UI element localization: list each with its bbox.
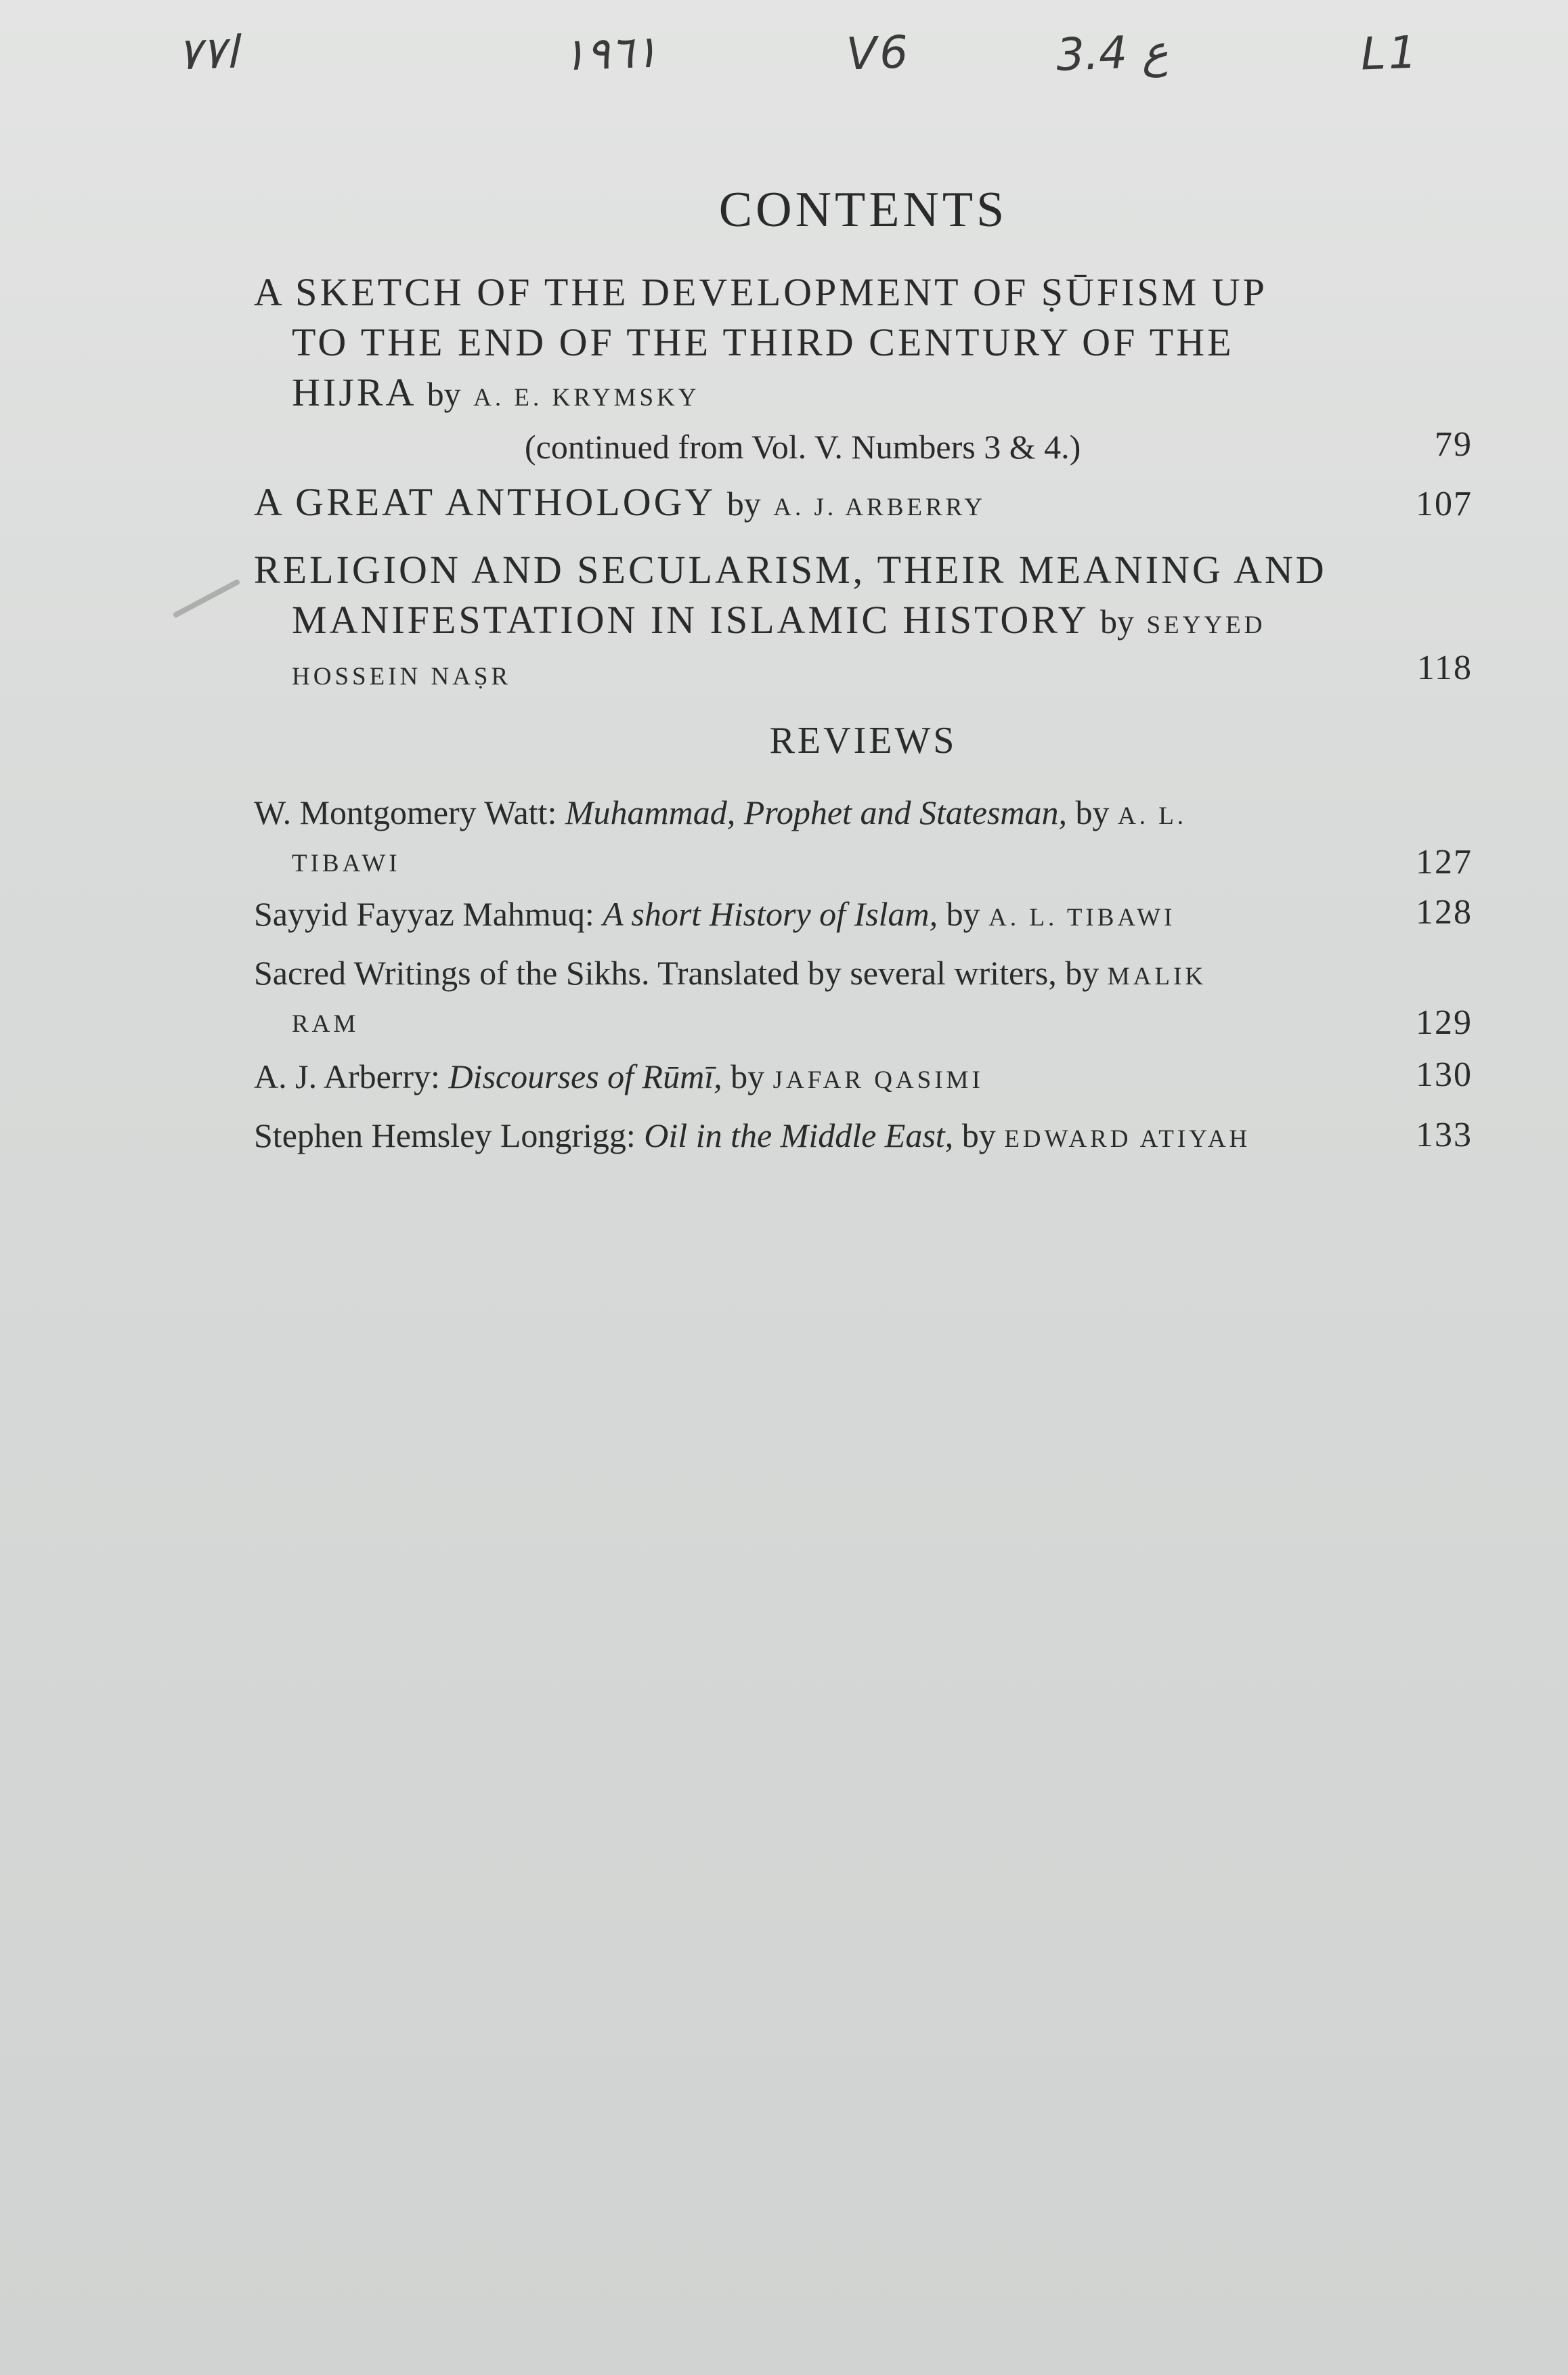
by-label: by (731, 1058, 765, 1095)
handwritten-mark-5: L1 (1359, 26, 1421, 81)
article-entry-2 (254, 477, 1473, 533)
reviewer: TIBAWI (292, 850, 401, 877)
handwritten-mark-2: ١٩٦١ (561, 25, 659, 81)
page-number: 118 (1416, 649, 1473, 687)
reviewer: JAFAR QASIMI (772, 1066, 984, 1094)
reviewer: RAM (292, 1010, 360, 1038)
handwritten-mark-1: ﺍ٧٧ (176, 26, 239, 81)
review-line (254, 951, 1473, 999)
by-label: by (961, 1116, 996, 1154)
review-entry-5 (254, 1114, 1473, 1161)
article-title-line: TO THE END OF THE THIRD CENTURY OF THE (292, 320, 1234, 364)
review-author: A. J. Arberry: (254, 1058, 440, 1095)
article-title-text: HIJRA (292, 370, 415, 414)
article-title-line (254, 595, 1473, 651)
article-entry-1 (254, 267, 1473, 471)
page-number: 129 (1416, 1003, 1473, 1042)
page-number: 133 (1416, 1116, 1473, 1154)
article-title-text: A GREAT ANTHOLOGY (254, 480, 715, 524)
handwritten-mark-4: ﻉ 3.4 (1055, 25, 1169, 81)
by-label: by (726, 485, 761, 523)
page-number: 79 (1435, 425, 1473, 464)
by-label: by (946, 895, 980, 933)
review-line (254, 1114, 1473, 1161)
article-title-line: A SKETCH OF THE DEVELOPMENT OF ṢŪFISM UP (254, 270, 1267, 314)
review-line (254, 838, 1473, 886)
reviewer: A. L. (1117, 802, 1188, 830)
article-title-text: MANIFESTATION IN ISLAMIC HISTORY (292, 598, 1088, 642)
reviewer: A. L. TIBAWI (988, 904, 1176, 932)
article-entry-3 (254, 545, 1473, 698)
article-author: A. J. ARBERRY (773, 494, 986, 521)
article-author: HOSSEIN NAṢR (292, 663, 512, 691)
review-author: Stephen Hemsley Longrigg: (254, 1116, 636, 1154)
by-label: by (1075, 793, 1110, 831)
review-book-title: Muhammad, Prophet and Statesman, (565, 793, 1067, 831)
article-title-line (254, 477, 1473, 533)
by-label: by (1099, 603, 1134, 640)
reviews-heading: REVIEWS (769, 720, 957, 762)
by-label: by (1065, 954, 1099, 992)
review-entry-2 (254, 892, 1473, 940)
pencil-mark (173, 579, 241, 619)
handwritten-mark-3: V6 (845, 26, 912, 81)
page-number: 127 (1416, 843, 1473, 881)
review-entry-1 (254, 791, 1473, 886)
article-title-line: RELIGION AND SECULARISM, THEIR MEANING AND (254, 548, 1327, 592)
review-entry-3 (254, 951, 1473, 1046)
page-number: 107 (1416, 485, 1473, 523)
review-line (254, 999, 1473, 1046)
continued-note: (continued from Vol. V. Numbers 3 & 4.) (525, 428, 1081, 466)
reviewer: MALIK (1107, 963, 1207, 990)
reviewer: EDWARD ATIYAH (1004, 1125, 1251, 1153)
article-title-line (254, 368, 1473, 423)
article-author: SEYYED (1146, 611, 1266, 639)
page-number: 128 (1416, 893, 1473, 932)
article-title-line (254, 651, 1473, 698)
review-entry-4 (254, 1055, 1473, 1102)
review-author: W. Montgomery Watt: (254, 793, 557, 831)
review-line (254, 892, 1473, 940)
page-number: 130 (1416, 1055, 1473, 1094)
by-label: by (427, 375, 461, 413)
review-book-title: Oil in the Middle East, (644, 1116, 954, 1154)
article-author: A. E. KRYMSKY (473, 384, 700, 412)
review-line (254, 1055, 1473, 1102)
review-book-title: A short History of Islam, (603, 895, 938, 933)
page-title: CONTENTS (718, 182, 1008, 238)
review-book-title: Discourses of Rūmī, (448, 1058, 722, 1095)
review-author: Sayyid Fayyaz Mahmuq: (254, 895, 594, 933)
review-author: Sacred Writings of the Sikhs. Translated by several writers, (254, 954, 1057, 992)
review-line (254, 791, 1473, 838)
